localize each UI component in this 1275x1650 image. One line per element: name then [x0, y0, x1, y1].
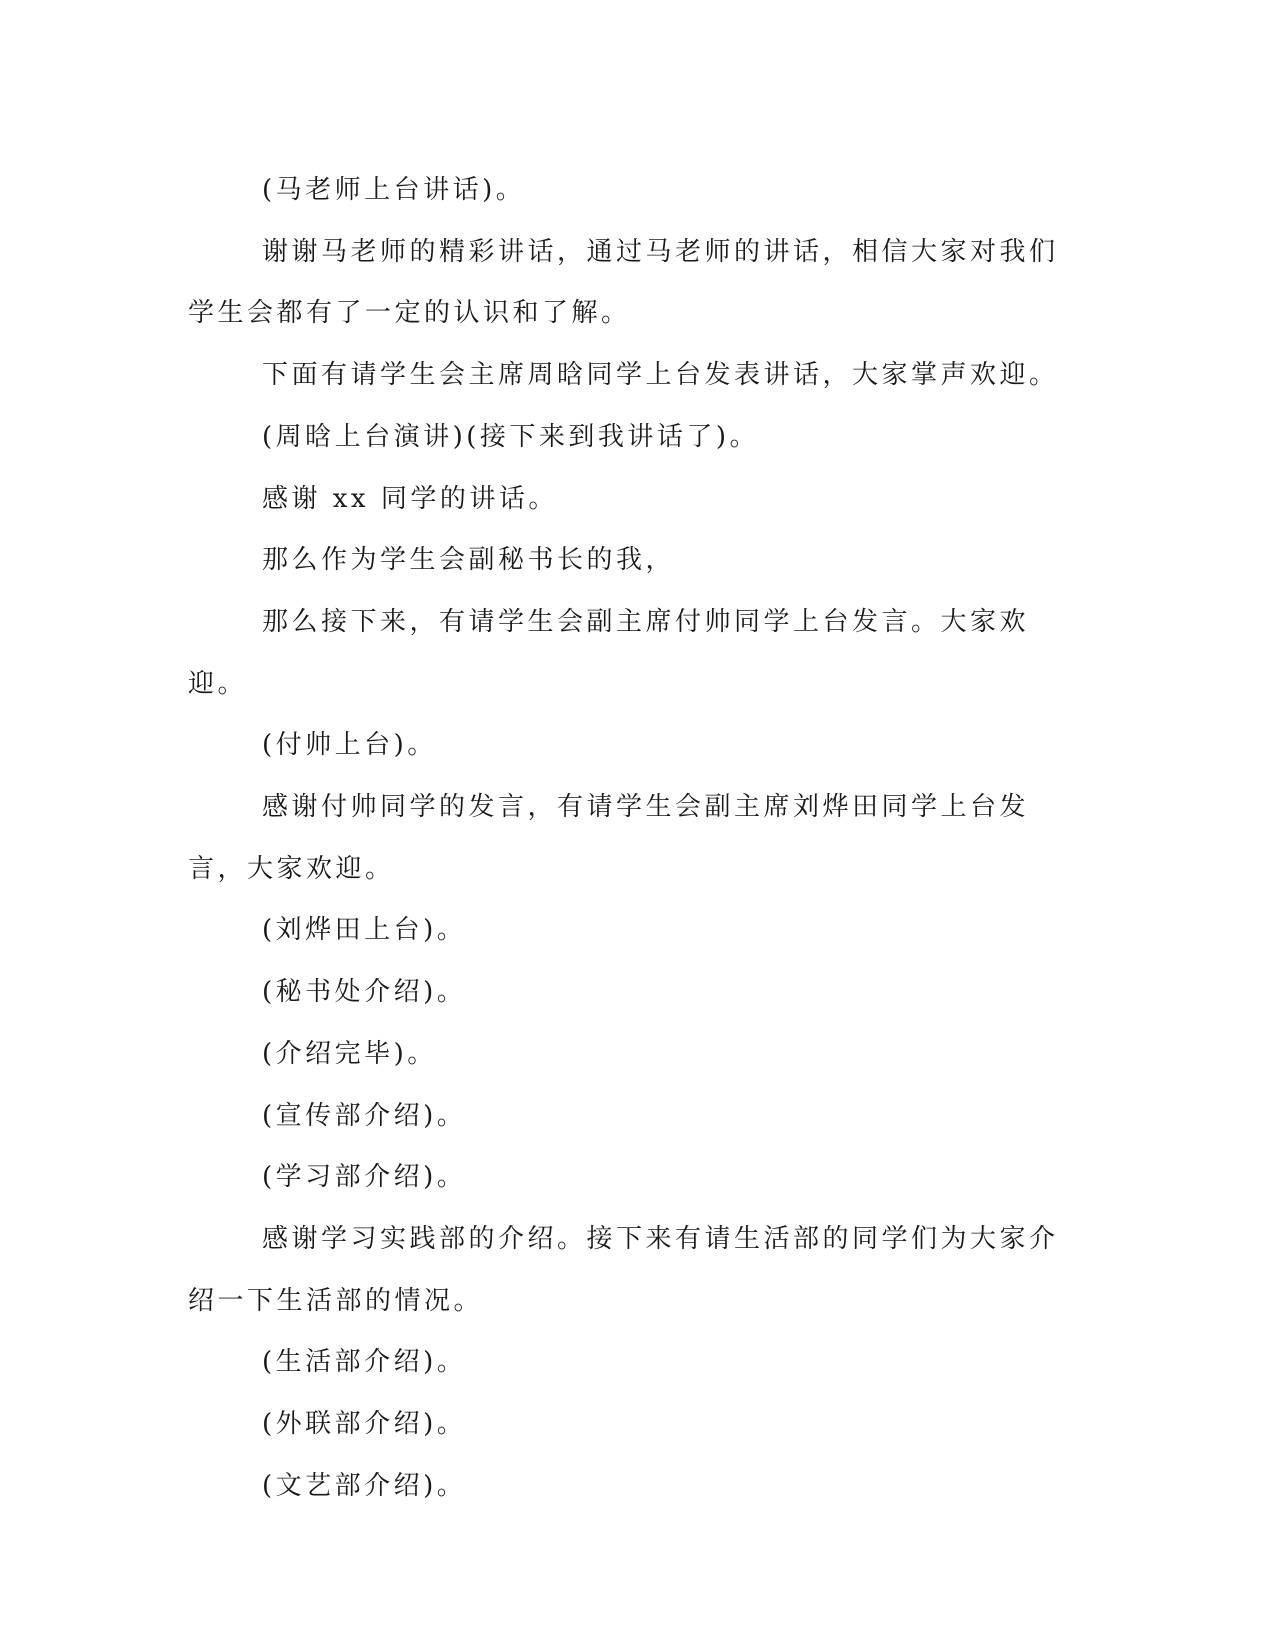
document-body — [188, 160, 1063, 1517]
paragraph-8: (付帅上台)。 — [262, 730, 437, 761]
paragraph-4: (周晗上台演讲)(接下来到我讲话了)。 — [262, 421, 760, 452]
paragraph-6: 那么作为学生会副秘书长的我， — [262, 545, 676, 576]
paragraph-9: 感谢付帅同学的发言，有请学生会副主席刘烨田同学上台发言，大家欢迎。 — [188, 792, 1030, 884]
paragraph-17: (外联部介绍)。 — [262, 1409, 467, 1440]
paragraph-11: (秘书处介绍)。 — [262, 977, 467, 1008]
paragraph-3: 下面有请学生会主席周晗同学上台发表讲话，大家掌声欢迎。 — [262, 360, 1059, 391]
paragraph-13: (宣传部介绍)。 — [262, 1100, 467, 1131]
paragraph-5: 感谢 xx 同学的讲话。 — [262, 483, 558, 514]
paragraph-16: (生活部介绍)。 — [262, 1347, 467, 1378]
paragraph-15: 感谢学习实践部的介绍。接下来有请生活部的同学们为大家介绍一下生活部的情况。 — [188, 1223, 1059, 1316]
paragraph-7: 那么接下来，有请学生会副主席付帅同学上台发言。大家欢迎。 — [188, 606, 1030, 699]
paragraph-10: (刘烨田上台)。 — [262, 915, 467, 946]
paragraph-18: (文艺部介绍)。 — [262, 1470, 467, 1501]
paragraph-2: 谢谢马老师的精彩讲话，通过马老师的讲话，相信大家对我们学生会都有了一定的认识和了解。 — [188, 236, 1059, 329]
paragraph-1: (马老师上台讲话)。 — [262, 175, 526, 205]
paragraph-14: (学习部介绍)。 — [262, 1162, 467, 1193]
paragraph-12: (介绍完毕)。 — [262, 1038, 437, 1069]
